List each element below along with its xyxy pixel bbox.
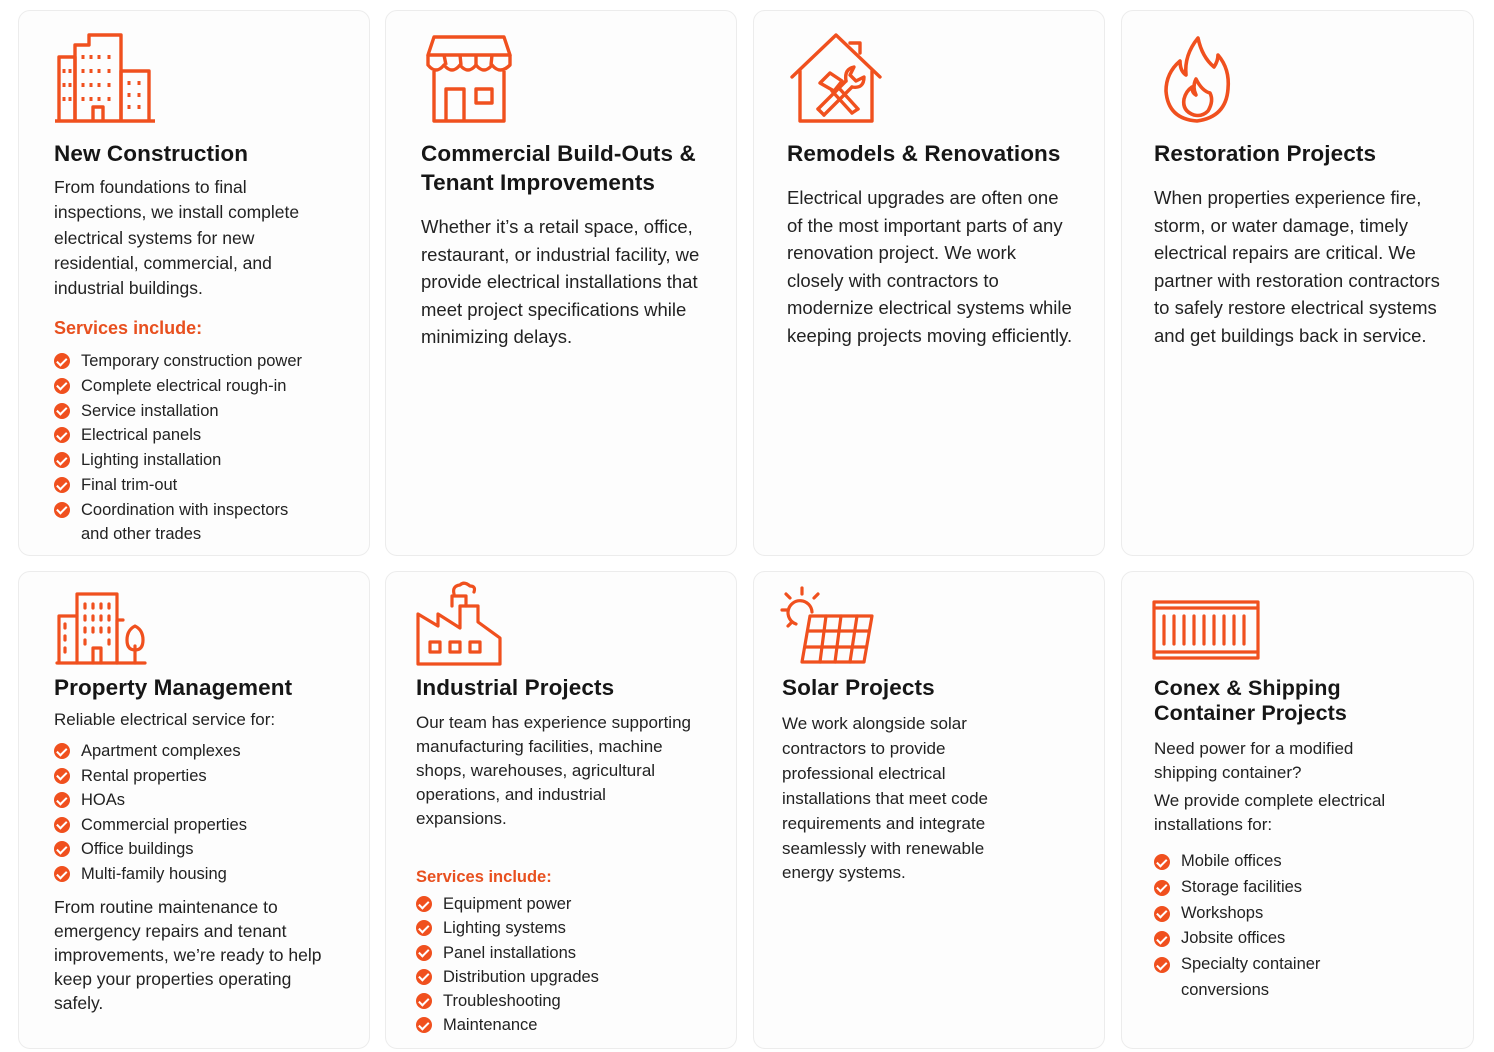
apartment-tree-icon: [55, 590, 147, 666]
list-item: Temporary construction power: [54, 349, 344, 374]
card-property-management: [18, 571, 370, 1049]
card-intro: Reliable electrical service for:: [54, 710, 276, 729]
services-list: [54, 349, 344, 546]
list-item: Distribution upgrades: [416, 965, 706, 989]
list-item: Multi-family housing: [54, 862, 344, 887]
list-item: Office buildings: [54, 837, 344, 862]
card-description: Our team has experience supporting manufacturing facilities, machine shops, warehouses, agricultural operations, and industrial expansions.: [416, 713, 691, 828]
card-description: We work alongside solar contractors to provide professional electrical installations that meet code requirements and integrate seamlessly with renewable energy systems.: [782, 714, 989, 883]
card-commercial: [385, 10, 737, 556]
card-description: Whether it’s a retail space, office, restaurant, or industrial facility, we provide electrical installations that meet project specifications while minimizing delays.: [421, 216, 700, 347]
factory-icon: [416, 580, 506, 668]
card-remodels: [753, 10, 1105, 556]
list-item: Service installation: [54, 399, 344, 424]
check-icon: [54, 403, 70, 419]
check-icon: [54, 743, 70, 759]
check-icon: [54, 378, 70, 394]
list-item: Complete electrical rough-in: [54, 374, 344, 399]
services-heading: Services include:: [416, 868, 552, 886]
list-item: Rental properties: [54, 764, 344, 789]
list-item: Electrical panels: [54, 423, 344, 448]
list-item: Troubleshooting: [416, 989, 706, 1013]
services-list: [416, 892, 706, 1038]
list-item: Workshops: [1154, 901, 1444, 927]
card-conex: [1121, 571, 1474, 1049]
check-icon: [416, 896, 432, 912]
card-restoration: [1121, 10, 1474, 556]
card-industrial: [385, 571, 737, 1049]
list-item: Apartment complexes: [54, 739, 344, 764]
list-item: Storage facilities: [1154, 875, 1444, 901]
list-item: Equipment power: [416, 892, 706, 916]
shipping-container-icon: [1152, 598, 1262, 662]
house-tools-icon: [788, 31, 884, 125]
list-item: Mobile offices: [1154, 849, 1444, 875]
check-icon: [1154, 931, 1170, 947]
card-title: Property Management: [54, 675, 293, 700]
check-icon: [1154, 880, 1170, 896]
flame-icon: [1162, 35, 1232, 125]
check-icon: [54, 817, 70, 833]
check-icon: [54, 866, 70, 882]
card-intro: We provide complete electrical installations for:: [1154, 791, 1386, 834]
services-list: [54, 739, 344, 887]
check-icon: [54, 768, 70, 784]
card-title: Solar Projects: [782, 675, 935, 700]
services-list: [1154, 849, 1444, 1004]
card-title: Conex & Shipping Container Projects: [1154, 676, 1347, 725]
card-intro: Need power for a modified shipping container?: [1154, 739, 1354, 782]
check-icon: [54, 477, 70, 493]
list-item: Lighting systems: [416, 916, 706, 940]
check-icon: [54, 792, 70, 808]
card-description: Electrical upgrades are often one of the most important parts of any renovation project. We work closely with contractors to modernize electrical systems while keeping projects moving efficiently.: [787, 187, 1073, 346]
list-item: Maintenance: [416, 1013, 706, 1037]
card-description: When properties experience fire, storm, or water damage, timely electrical repairs are critical. We partner with restoration contractors to safely restore electrical systems and get buildings back in service.: [1154, 187, 1440, 346]
check-icon: [1154, 906, 1170, 922]
check-icon: [1154, 957, 1170, 973]
solar-panel-icon: [780, 586, 880, 668]
check-icon: [416, 969, 432, 985]
storefront-icon: [424, 33, 514, 125]
check-icon: [54, 353, 70, 369]
check-icon: [1154, 854, 1170, 870]
list-item: Jobsite offices: [1154, 926, 1444, 952]
card-title: Industrial Projects: [416, 675, 615, 700]
check-icon: [54, 452, 70, 468]
card-description: From routine maintenance to emergency repairs and tenant improvements, we’re ready to help keep your properties operating safely.: [54, 897, 322, 1013]
services-heading: Services include:: [54, 318, 203, 338]
check-icon: [416, 1017, 432, 1033]
card-solar: [753, 571, 1105, 1049]
card-title: New Construction: [54, 141, 249, 166]
list-item: HOAs: [54, 788, 344, 813]
list-item: Final trim-out: [54, 473, 344, 498]
buildings-icon: [53, 31, 157, 125]
list-item: Lighting installation: [54, 448, 344, 473]
check-icon: [54, 841, 70, 857]
check-icon: [416, 920, 432, 936]
check-icon: [54, 427, 70, 443]
card-title: Restoration Projects: [1154, 141, 1377, 166]
check-icon: [416, 993, 432, 1009]
list-item: Panel installations: [416, 941, 706, 965]
list-item: Coordination with inspectors and other trades: [54, 498, 314, 546]
check-icon: [416, 945, 432, 961]
list-item: Commercial properties: [54, 813, 344, 838]
card-title: Commercial Build-Outs & Tenant Improvements: [421, 141, 696, 195]
card-title: Remodels & Renovations: [787, 141, 1061, 166]
card-description: From foundations to final inspections, we install complete electrical systems for new residential, commercial, and industrial buildings.: [54, 177, 300, 299]
list-item: Specialty container conversions: [1154, 952, 1354, 1004]
card-new-construction: [18, 10, 370, 556]
check-icon: [54, 502, 70, 518]
